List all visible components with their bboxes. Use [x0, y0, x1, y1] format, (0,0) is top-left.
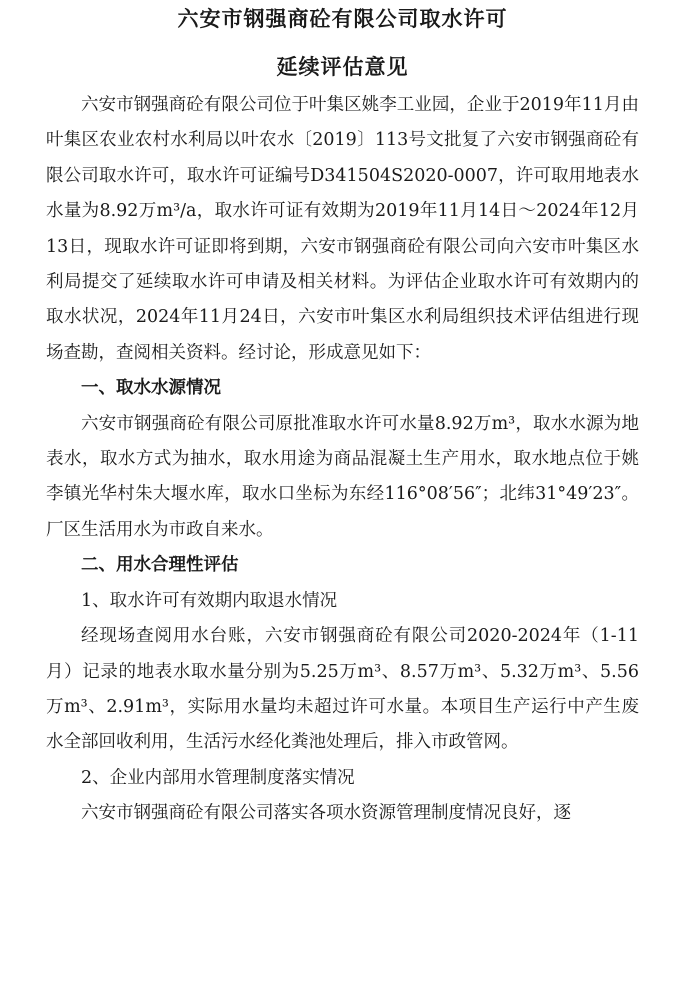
document-title-line2: 延续评估意见 [276, 55, 409, 79]
section2-sub2-heading: 2、企业内部用水管理制度落实情况 [81, 767, 355, 788]
section1-body: 六安市钢强商砼有限公司原批准取水许可水量8.92万m³，取水水源为地表水，取水方式为抽水，取水用途为商品混凝土生产用水，取水地点位于姚李镇光华村朱大堰水库，取水口坐标为东经116°08′56″；北纬31°49′23″。厂区生活用水为市政自来水。 [46, 413, 639, 540]
document-title-line1: 六安市钢强商砼有限公司取水许可 [177, 7, 508, 31]
section2-sub2-body: 六安市钢强商砼有限公司落实各项水资源管理制度情况良好，逐 [81, 803, 571, 824]
section2-sub1-heading: 1、取水许可有效期内取退水情况 [81, 590, 338, 611]
section1-heading: 一、取水水源情况 [81, 378, 221, 399]
section2-heading: 二、用水合理性评估 [81, 555, 239, 576]
intro-paragraph: 六安市钢强商砼有限公司位于叶集区姚李工业园，企业于2019年11月由叶集区农业农村水利局以叶农水〔2019〕113号文批复了六安市钢强商砼有限公司取水许可，取水许可证编号D341504S2020-0007，许可取用地表水水量为8.92万m³/a，取水许可证有效期为2019年11月14日～2024年12月13日，现取水许可证即将到期，六安市钢强商砼有限公司向六安市叶集区水利局提交了延续取水许可申请及相关材料。为评估企业取水许可有效期内的取水状况，2024年11月24日，六安市叶集区水利局组织技术评估组进行现场查勘，查阅相关资料。经讨论，形成意见如下： [46, 95, 639, 363]
section2-sub1-body: 经现场查阅用水台账，六安市钢强商砼有限公司2020-2024年（1-11月）记录的地表水取水量分别为5.25万m³、8.57万m³、5.32万m³、5.56万m³、2.91m³，实际用水量均未超过许可水量。本项目生产运行中产生废水全部回收利用，生活污水经化粪池处理后，排入市政管网。 [46, 626, 639, 753]
